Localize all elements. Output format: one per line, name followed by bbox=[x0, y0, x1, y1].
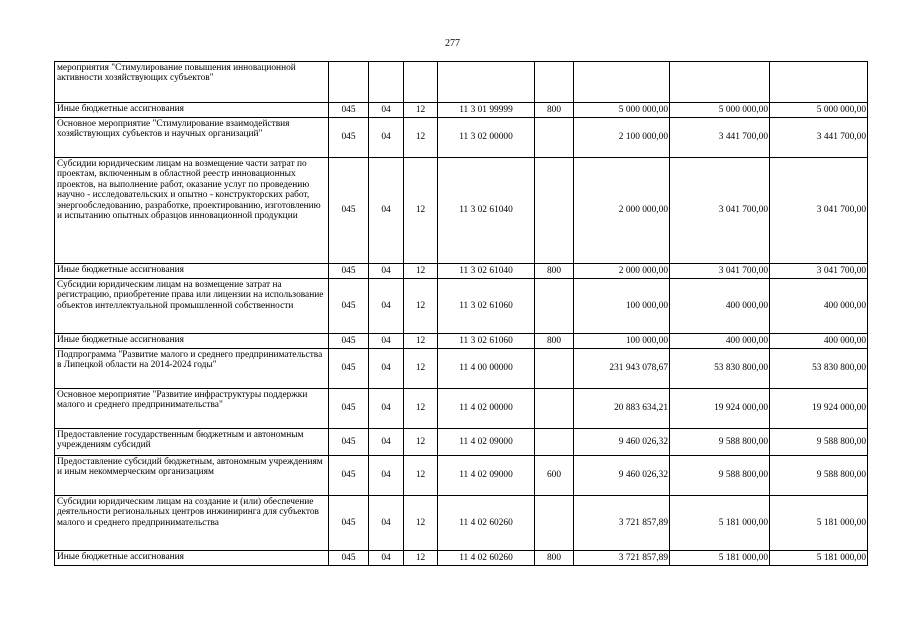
row-ministry-code: 045 bbox=[329, 279, 369, 334]
row-expense-type: 800 bbox=[535, 264, 574, 279]
row-expense-type bbox=[535, 158, 574, 264]
table-body bbox=[55, 62, 868, 566]
row-section-code: 04 bbox=[369, 158, 404, 264]
row-target-article: 11 3 02 61040 bbox=[438, 158, 535, 264]
row-target-article: 11 3 02 61060 bbox=[438, 334, 535, 349]
row-sum-year-2: 9 588 800,00 bbox=[670, 456, 770, 496]
row-section-code: 04 bbox=[369, 118, 404, 158]
row-subsection-code: 12 bbox=[404, 349, 438, 389]
page-number: 277 bbox=[445, 38, 460, 49]
row-target-article: 11 4 02 60260 bbox=[438, 551, 535, 566]
row-sum-year-3 bbox=[770, 62, 868, 103]
row-subsection-code: 12 bbox=[404, 429, 438, 456]
row-subsection-code: 12 bbox=[404, 279, 438, 334]
row-section-code: 04 bbox=[369, 551, 404, 566]
row-name: Субсидии юридическим лицам на возмещение части затрат по проектам, включенным в областной реестр инновационных проектов, на выполнение работ, оказание услуг по проведению научно - исследовательских и опытно - конструкторских работ, энергообследованию, разработке, проектированию, изготовлению и испытанию опытных образцов инновационной продукции bbox=[55, 158, 329, 264]
row-expense-type bbox=[535, 279, 574, 334]
row-sum-year-2: 3 441 700,00 bbox=[670, 118, 770, 158]
row-target-article: 11 3 01 99999 bbox=[438, 103, 535, 118]
row-sum-year-2: 53 830 800,00 bbox=[670, 349, 770, 389]
table-row bbox=[55, 551, 868, 566]
row-sum-year-3: 400 000,00 bbox=[770, 334, 868, 349]
row-target-article: 11 3 02 61060 bbox=[438, 279, 535, 334]
row-ministry-code bbox=[329, 62, 369, 103]
row-name: Предоставление государственным бюджетным и автономным учреждениям субсидий bbox=[55, 429, 329, 456]
row-sum-year-1 bbox=[574, 62, 670, 103]
row-ministry-code: 045 bbox=[329, 118, 369, 158]
row-ministry-code: 045 bbox=[329, 264, 369, 279]
budget-table bbox=[54, 61, 868, 566]
row-expense-type bbox=[535, 429, 574, 456]
row-ministry-code: 045 bbox=[329, 456, 369, 496]
row-target-article: 11 3 02 61040 bbox=[438, 264, 535, 279]
row-sum-year-2: 5 000 000,00 bbox=[670, 103, 770, 118]
row-target-article: 11 3 02 00000 bbox=[438, 118, 535, 158]
row-sum-year-2: 5 181 000,00 bbox=[670, 551, 770, 566]
row-section-code: 04 bbox=[369, 334, 404, 349]
row-target-article: 11 4 02 09000 bbox=[438, 456, 535, 496]
row-subsection-code: 12 bbox=[404, 118, 438, 158]
row-name: Иные бюджетные ассигнования bbox=[55, 103, 329, 118]
table-row bbox=[55, 158, 868, 264]
table-row bbox=[55, 429, 868, 456]
row-section-code: 04 bbox=[369, 389, 404, 429]
table-row bbox=[55, 264, 868, 279]
row-sum-year-1: 3 721 857,89 bbox=[574, 496, 670, 551]
row-sum-year-1: 2 000 000,00 bbox=[574, 158, 670, 264]
row-expense-type bbox=[535, 118, 574, 158]
row-sum-year-2: 400 000,00 bbox=[670, 279, 770, 334]
row-subsection-code: 12 bbox=[404, 264, 438, 279]
row-name: Основное мероприятие "Стимулирование взаимодействия хозяйствующих субъектов и научных организаций" bbox=[55, 118, 329, 158]
row-ministry-code: 045 bbox=[329, 429, 369, 456]
row-ministry-code: 045 bbox=[329, 349, 369, 389]
row-subsection-code: 12 bbox=[404, 456, 438, 496]
row-expense-type bbox=[535, 349, 574, 389]
table-row bbox=[55, 349, 868, 389]
table-row bbox=[55, 334, 868, 349]
row-section-code bbox=[369, 62, 404, 103]
row-sum-year-1: 2 100 000,00 bbox=[574, 118, 670, 158]
row-expense-type: 600 bbox=[535, 456, 574, 496]
row-target-article bbox=[438, 62, 535, 103]
row-section-code: 04 bbox=[369, 279, 404, 334]
row-sum-year-2: 400 000,00 bbox=[670, 334, 770, 349]
row-subsection-code: 12 bbox=[404, 389, 438, 429]
row-name: Субсидии юридическим лицам на возмещение затрат на регистрацию, приобретение права или лицензии на использование объектов интеллектуальной промышленной собственности bbox=[55, 279, 329, 334]
row-sum-year-2: 3 041 700,00 bbox=[670, 264, 770, 279]
row-expense-type: 800 bbox=[535, 103, 574, 118]
row-expense-type: 800 bbox=[535, 334, 574, 349]
row-sum-year-1: 100 000,00 bbox=[574, 334, 670, 349]
row-ministry-code: 045 bbox=[329, 551, 369, 566]
row-sum-year-3: 3 041 700,00 bbox=[770, 264, 868, 279]
row-sum-year-3: 3 441 700,00 bbox=[770, 118, 868, 158]
row-name: Субсидии юридическим лицам на создание и (или) обеспечение деятельности региональных центров инжиниринга для субъектов малого и среднего предпринимательства bbox=[55, 496, 329, 551]
row-sum-year-2: 9 588 800,00 bbox=[670, 429, 770, 456]
row-section-code: 04 bbox=[369, 456, 404, 496]
row-name: мероприятия "Стимулирование повышения инновационной активности хозяйствующих субъектов" bbox=[55, 62, 329, 103]
row-subsection-code: 12 bbox=[404, 158, 438, 264]
row-ministry-code: 045 bbox=[329, 103, 369, 118]
row-section-code: 04 bbox=[369, 429, 404, 456]
row-section-code: 04 bbox=[369, 496, 404, 551]
table-row bbox=[55, 456, 868, 496]
row-sum-year-3: 19 924 000,00 bbox=[770, 389, 868, 429]
row-name: Основное мероприятие "Развитие инфраструктуры поддержки малого и среднего предпринимательства" bbox=[55, 389, 329, 429]
row-subsection-code: 12 bbox=[404, 103, 438, 118]
row-ministry-code: 045 bbox=[329, 334, 369, 349]
row-section-code: 04 bbox=[369, 349, 404, 389]
row-ministry-code: 045 bbox=[329, 158, 369, 264]
table-row bbox=[55, 62, 868, 103]
row-sum-year-3: 5 181 000,00 bbox=[770, 496, 868, 551]
row-name: Иные бюджетные ассигнования bbox=[55, 264, 329, 279]
row-ministry-code: 045 bbox=[329, 389, 369, 429]
row-subsection-code: 12 bbox=[404, 551, 438, 566]
row-expense-type bbox=[535, 62, 574, 103]
table-row bbox=[55, 118, 868, 158]
row-ministry-code: 045 bbox=[329, 496, 369, 551]
row-target-article: 11 4 02 09000 bbox=[438, 429, 535, 456]
row-sum-year-1: 2 000 000,00 bbox=[574, 264, 670, 279]
row-name: Подпрограмма "Развитие малого и среднего предпринимательства в Липецкой области на 2014-2024 годы" bbox=[55, 349, 329, 389]
row-sum-year-3: 5 000 000,00 bbox=[770, 103, 868, 118]
row-sum-year-3: 3 041 700,00 bbox=[770, 158, 868, 264]
row-target-article: 11 4 02 00000 bbox=[438, 389, 535, 429]
row-sum-year-3: 53 830 800,00 bbox=[770, 349, 868, 389]
row-sum-year-1: 5 000 000,00 bbox=[574, 103, 670, 118]
row-sum-year-3: 5 181 000,00 bbox=[770, 551, 868, 566]
row-subsection-code: 12 bbox=[404, 496, 438, 551]
row-sum-year-3: 400 000,00 bbox=[770, 279, 868, 334]
row-sum-year-1: 9 460 026,32 bbox=[574, 429, 670, 456]
row-target-article: 11 4 02 60260 bbox=[438, 496, 535, 551]
row-target-article: 11 4 00 00000 bbox=[438, 349, 535, 389]
row-subsection-code: 12 bbox=[404, 334, 438, 349]
row-sum-year-2: 19 924 000,00 bbox=[670, 389, 770, 429]
row-expense-type bbox=[535, 496, 574, 551]
table-row bbox=[55, 389, 868, 429]
row-sum-year-1: 231 943 078,67 bbox=[574, 349, 670, 389]
row-sum-year-1: 20 883 634,21 bbox=[574, 389, 670, 429]
row-section-code: 04 bbox=[369, 264, 404, 279]
row-sum-year-2: 5 181 000,00 bbox=[670, 496, 770, 551]
table-row bbox=[55, 279, 868, 334]
row-name: Предоставление субсидий бюджетным, автономным учреждениям и иным некоммерческим организациям bbox=[55, 456, 329, 496]
row-sum-year-1: 3 721 857,89 bbox=[574, 551, 670, 566]
row-sum-year-2: 3 041 700,00 bbox=[670, 158, 770, 264]
row-sum-year-2 bbox=[670, 62, 770, 103]
row-section-code: 04 bbox=[369, 103, 404, 118]
row-expense-type: 800 bbox=[535, 551, 574, 566]
row-sum-year-1: 9 460 026,32 bbox=[574, 456, 670, 496]
row-expense-type bbox=[535, 389, 574, 429]
row-subsection-code bbox=[404, 62, 438, 103]
row-sum-year-3: 9 588 800,00 bbox=[770, 456, 868, 496]
table-row bbox=[55, 103, 868, 118]
row-sum-year-1: 100 000,00 bbox=[574, 279, 670, 334]
row-sum-year-3: 9 588 800,00 bbox=[770, 429, 868, 456]
row-name: Иные бюджетные ассигнования bbox=[55, 334, 329, 349]
row-name: Иные бюджетные ассигнования bbox=[55, 551, 329, 566]
table-row bbox=[55, 496, 868, 551]
